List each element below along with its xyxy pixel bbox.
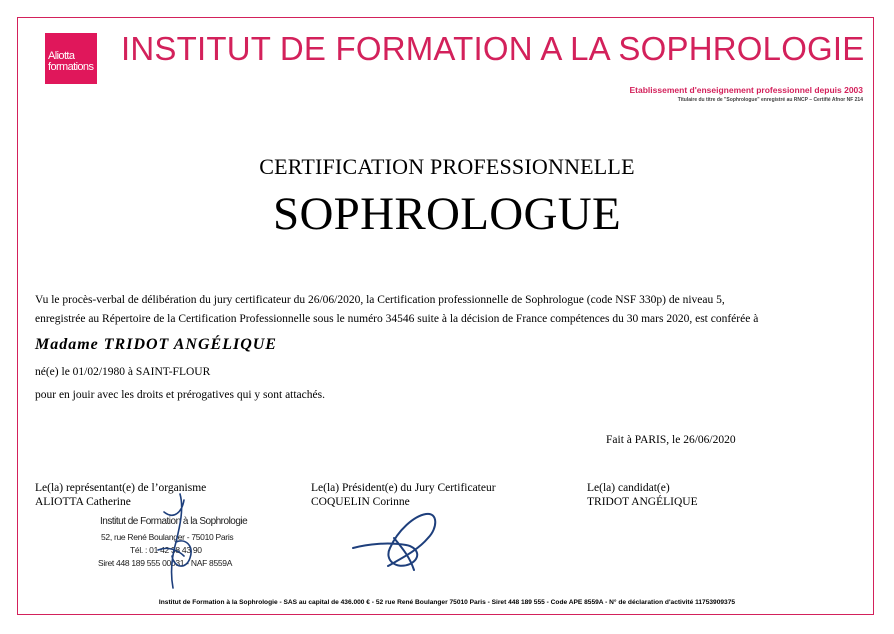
logo-line1: Aliotta	[48, 50, 75, 62]
candidate-name: TRIDOT ANGÉLIQUE	[587, 496, 698, 508]
place-date: Fait à PARIS, le 26/06/2020	[606, 434, 736, 446]
jury-name: COQUELIN Corinne	[311, 496, 410, 508]
organisation-name: ALIOTTA Catherine	[35, 496, 131, 508]
birth-info: né(e) le 01/02/1980 à SAINT-FLOUR	[35, 366, 211, 378]
established-note: Etablissement d'enseignement professionnel depuis 2003	[629, 85, 863, 95]
jury-signatory	[311, 481, 496, 509]
jury-role: Le(la) Président(e) du Jury Certificateur	[311, 482, 496, 494]
certificate-title: SOPHROLOGUE	[273, 188, 621, 240]
candidate-role: Le(la) candidat(e)	[587, 482, 670, 494]
titulaire-note: Titulaire du titre de "Sophrologue" enregistré au RNCP – Certifié Afnor NF 214	[677, 97, 863, 103]
jury-signature	[348, 508, 443, 573]
certificate-heading: CERTIFICATION PROFESSIONNELLE	[259, 154, 635, 179]
paragraph-line2: enregistrée au Répertoire de la Certification Professionnelle sous le numéro 34546 suite à la décision de France compétences du 30 mars 2020, est conférée à	[35, 313, 759, 325]
institute-name: INSTITUT DE FORMATION A LA SOPHROLOGIE	[121, 30, 865, 67]
logo-line2: formations	[48, 61, 94, 73]
stamp-line4: Siret 448 189 555 00031 - NAF 8559A	[98, 558, 233, 568]
footer-legal: Institut de Formation à la Sophrologie - SAS au capital de 436.000 € - 52 rue René Boulanger 75010 Paris - Siret 448 189 555 - Code APE 8559A - N° de déclaration d'activité 11753909375	[158, 599, 736, 606]
paragraph-line1: Vu le procès-verbal de délibération du jury certificateur du 26/06/2020, la Certification professionnelle de Sophrologue (code NSF 330p) de niveau 5,	[35, 294, 725, 306]
stamp-line1: Institut de Formation à la Sophrologie	[100, 516, 248, 527]
aliotta-logo	[45, 33, 97, 84]
organisation-role: Le(la) représentant(e) de l’organisme	[35, 482, 207, 494]
recipient-name: Madame TRIDOT ANGÉLIQUE	[35, 336, 277, 353]
rights-statement: pour en jouir avec les droits et prérogatives qui y sont attachés.	[35, 389, 325, 401]
stamp-line2: 52, rue René Boulanger - 75010 Paris	[101, 532, 234, 542]
candidate-signatory	[587, 481, 698, 509]
organisation-signature	[150, 490, 210, 595]
stamp-line3: Tél. : 01 42 38 43 90	[130, 545, 202, 555]
